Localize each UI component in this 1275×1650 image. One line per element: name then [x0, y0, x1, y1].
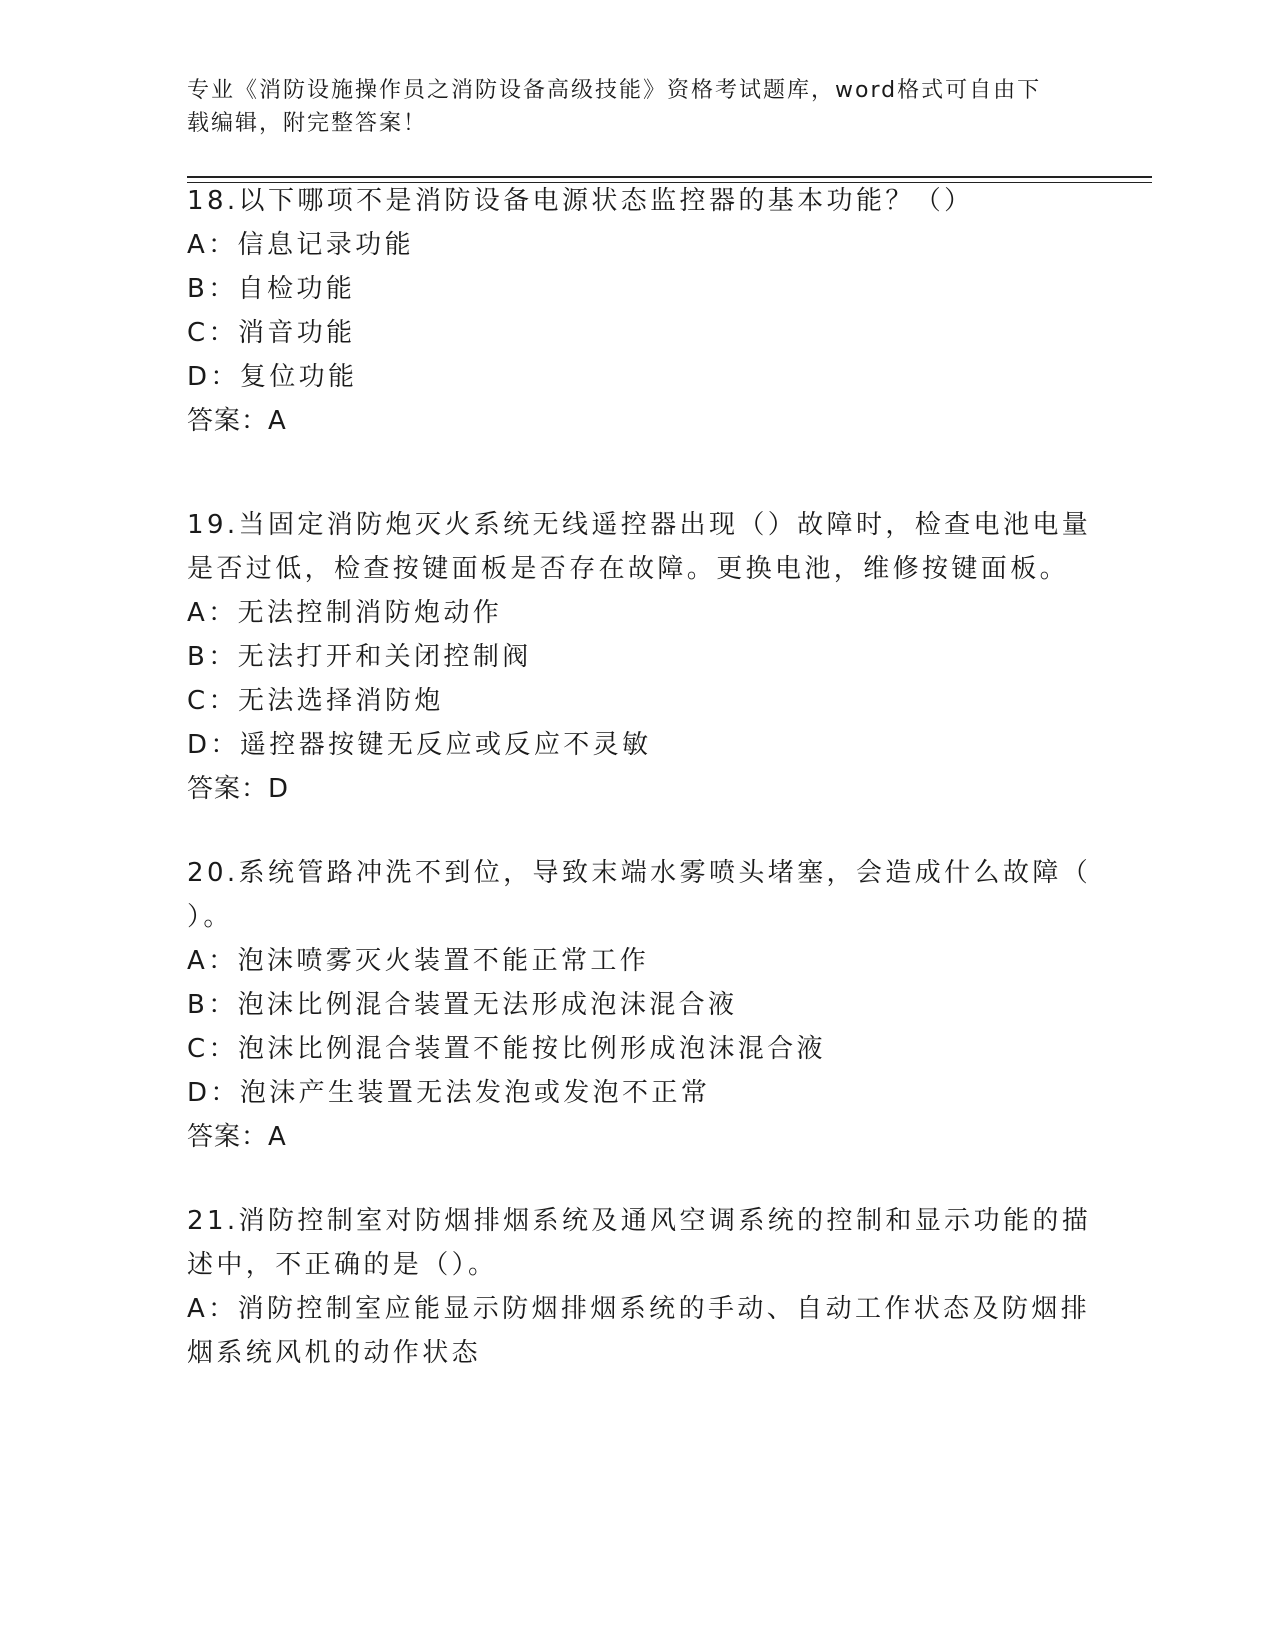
header-line-1: 专业《消防设施操作员之消防设备高级技能》资格考试题库，word格式可自由下	[187, 78, 1042, 103]
option-b: B：自检功能	[187, 274, 356, 304]
option-d: D：复位功能	[187, 362, 358, 392]
option-b: B：无法打开和关闭控制阀	[187, 642, 532, 672]
option-a: A：泡沫喷雾灭火装置不能正常工作	[187, 946, 650, 976]
answer-line: 答案：D	[187, 774, 290, 804]
question-stem-line-2: 述中，不正确的是（）。	[187, 1250, 498, 1280]
question-stem-line-2: ）。	[187, 902, 233, 932]
option-c: C：无法选择消防炮	[187, 686, 444, 716]
option-a-line-2: 烟系统风机的动作状态	[187, 1338, 482, 1368]
option-a: A：信息记录功能	[187, 230, 414, 260]
option-c: C：消音功能	[187, 318, 356, 348]
header-divider-thin	[187, 182, 1152, 183]
answer-line: 答案：A	[187, 406, 287, 436]
option-a: A：无法控制消防炮动作	[187, 598, 503, 628]
question-stem-line-1: 20.系统管路冲洗不到位，导致末端水雾喷头堵塞，会造成什么故障（	[187, 858, 1092, 888]
header-line-2: 载编辑，附完整答案！	[187, 111, 428, 136]
question-stem-line-1: 21.消防控制室对防烟排烟系统及通风空调系统的控制和显示功能的描	[187, 1206, 1092, 1236]
question-stem-line-1: 19.当固定消防炮灭火系统无线遥控器出现（）故障时，检查电池电量	[187, 510, 1092, 540]
header-divider-thick	[187, 176, 1152, 178]
document-header	[187, 74, 1067, 140]
question-stem-line-2: 是否过低，检查按键面板是否存在故障。更换电池，维修按键面板。	[187, 554, 1070, 584]
option-d: D：泡沫产生装置无法发泡或发泡不正常	[187, 1078, 711, 1108]
option-b: B：泡沫比例混合装置无法形成泡沫混合液	[187, 990, 738, 1020]
question-stem: 18.以下哪项不是消防设备电源状态监控器的基本功能？（）	[187, 186, 974, 216]
option-d: D：遥控器按键无反应或反应不灵敏	[187, 730, 652, 760]
option-c: C：泡沫比例混合装置不能按比例形成泡沫混合液	[187, 1034, 826, 1064]
option-a-line-1: A：消防控制室应能显示防烟排烟系统的手动、自动工作状态及防烟排	[187, 1294, 1091, 1324]
answer-line: 答案：A	[187, 1122, 287, 1152]
